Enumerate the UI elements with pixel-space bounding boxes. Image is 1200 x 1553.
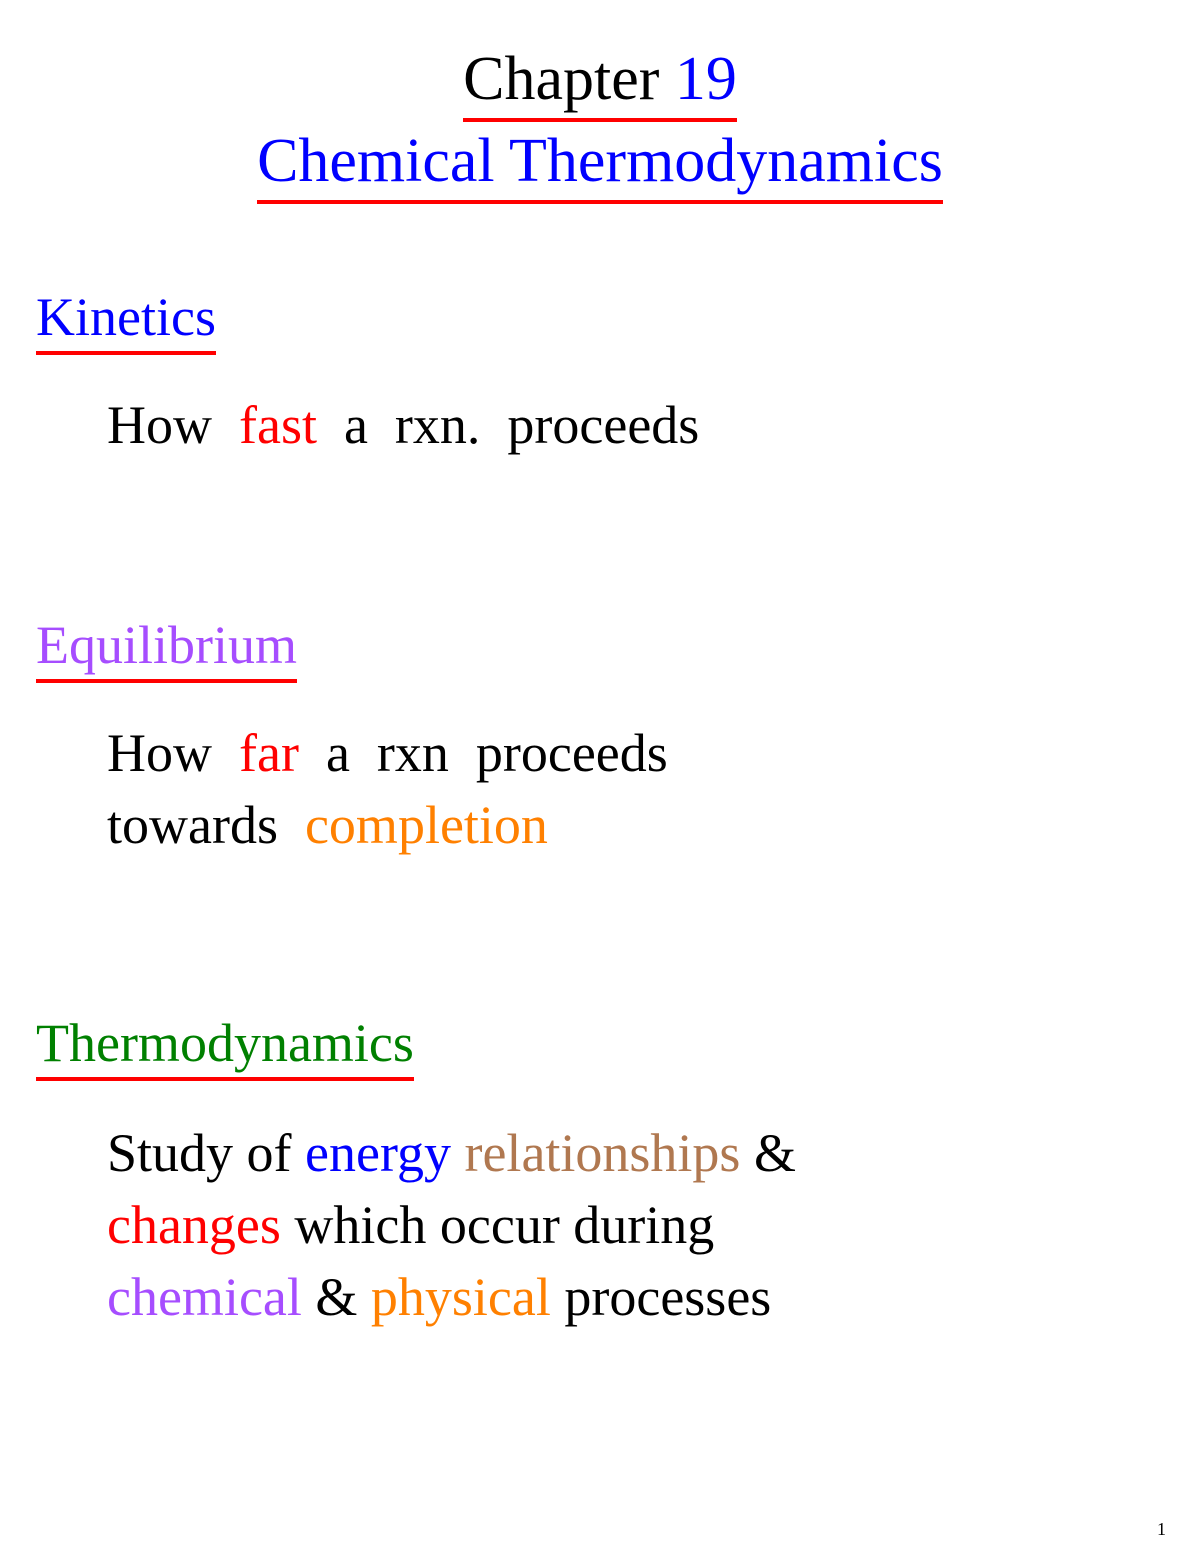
equilibrium-line-2 [107, 795, 548, 855]
thermo-word-ampersand: & [740, 1123, 796, 1183]
heading-equilibrium: Equilibrium [36, 618, 297, 683]
thermo-word-changes: changes [107, 1195, 281, 1255]
chapter-number: 19 [674, 45, 737, 113]
thermo-word-study: Study of [107, 1123, 306, 1183]
thermodynamics-line-1 [107, 1123, 796, 1183]
equilibrium-line-1 [107, 723, 668, 783]
thermo-word-physical: physical [370, 1267, 551, 1327]
kinetics-word-fast: fast [239, 395, 317, 455]
equilibrium-word-towards: towards [107, 795, 305, 855]
equilibrium-word-1: How [107, 723, 239, 783]
thermo-word-energy: energy [305, 1123, 451, 1183]
chapter-title [0, 45, 1200, 122]
kinetics-word-1: How [107, 395, 239, 455]
thermo-word-and: & [301, 1267, 371, 1327]
chapter-subject-underline [257, 127, 943, 204]
chapter-subject-text: Chemical Thermodynamics [257, 127, 943, 195]
thermodynamics-line-3 [107, 1267, 772, 1327]
thermodynamics-line-2 [107, 1195, 715, 1255]
chapter-word: Chapter [463, 45, 675, 113]
heading-kinetics: Kinetics [36, 290, 216, 355]
chapter-subject [0, 127, 1200, 204]
chapter-title-underline [463, 45, 737, 122]
equilibrium-word-completion: completion [304, 795, 548, 855]
kinetics-word-3: a rxn. proceeds [316, 395, 700, 455]
kinetics-line-1 [107, 395, 700, 455]
equilibrium-word-far: far [239, 723, 299, 783]
thermo-word-space [451, 1123, 465, 1183]
thermo-word-chemical: chemical [107, 1267, 302, 1327]
equilibrium-word-3: a rxn proceeds [298, 723, 668, 783]
thermo-word-processes: processes [550, 1267, 772, 1327]
page-number: 1 [1157, 1519, 1166, 1539]
thermo-word-occur: which occur during [280, 1195, 715, 1255]
heading-thermodynamics: Thermodynamics [36, 1016, 414, 1081]
thermo-word-relationships: relationships [464, 1123, 741, 1183]
